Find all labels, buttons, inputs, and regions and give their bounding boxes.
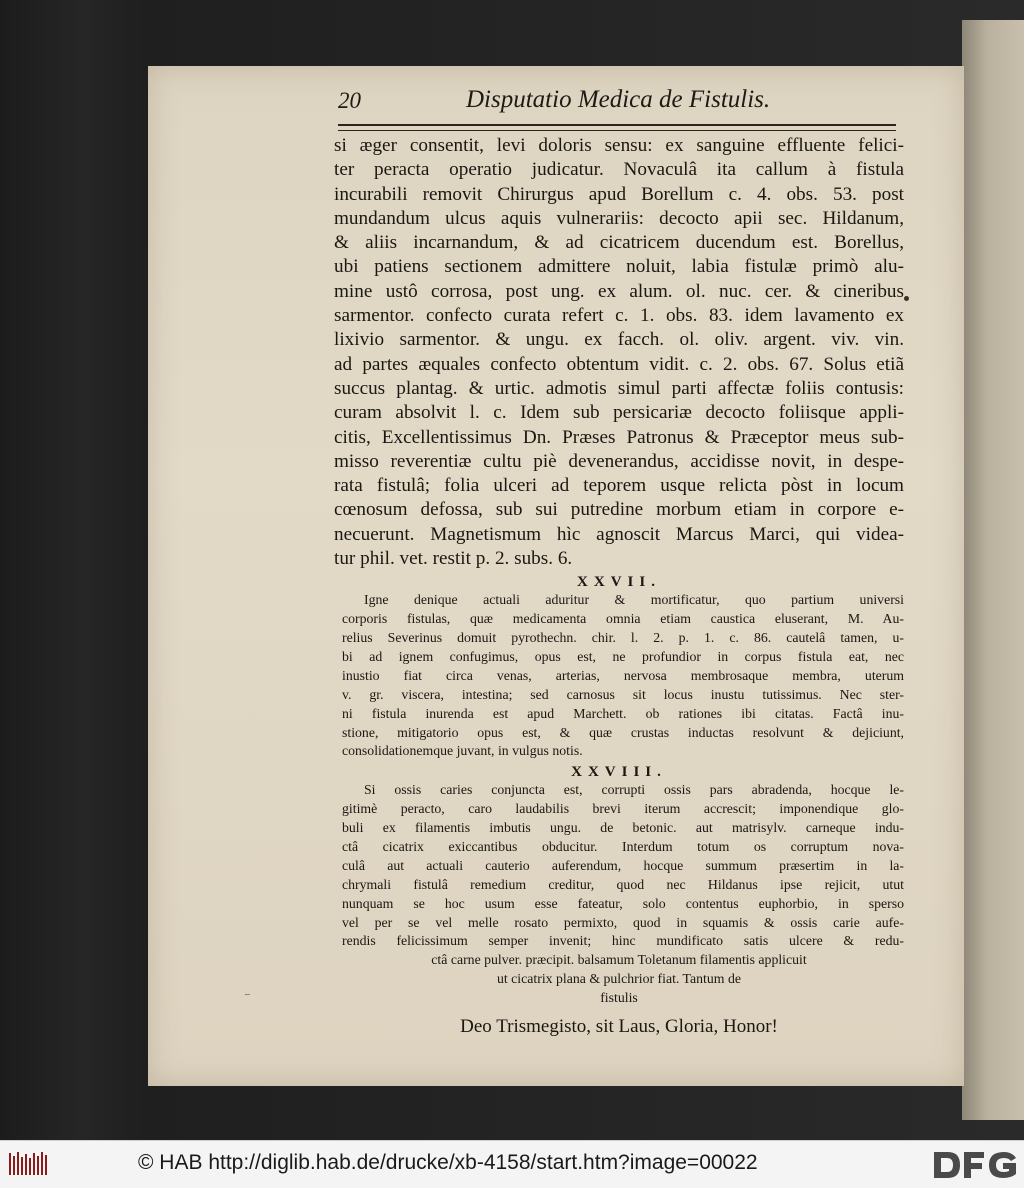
adjacent-page-edge bbox=[962, 20, 1024, 1120]
small-text-line: nunquam se hoc usum esse fateatur, solo contentus euphorbio, in sperso bbox=[342, 895, 904, 911]
text-line: ubi patiens sectionem admittere noluit, labia fistulæ primò alu- bbox=[334, 256, 904, 278]
small-text-line: Si ossis caries conjuncta est, corrupti ossis pars abradenda, hocque le- bbox=[364, 782, 904, 798]
text-line: misso reverentiæ cultu piè devenerandus, accidisse novit, in despe- bbox=[334, 450, 904, 472]
main-text bbox=[334, 134, 904, 1042]
text-line: tur phil. vet. restit p. 2. subs. 6. bbox=[334, 548, 573, 570]
running-title: Disputatio Medica de Fistulis. bbox=[466, 86, 771, 113]
small-text-line: ni fistula inurenda est apud Marchett. ob rationes ibi citatas. Factâ inu- bbox=[342, 705, 904, 721]
section-heading-28: XXVIII. bbox=[571, 764, 667, 781]
small-text-line: Igne denique actuali aduritur & mortificatur, quo partium universi bbox=[364, 592, 904, 608]
text-line: ad partes æquales confecto obtentum vidit. c. 2. obs. 67. Solus etiã bbox=[334, 353, 904, 375]
text-line: mine ustô corrosa, post ung. ex alum. ol. nuc. cer. & cineribus bbox=[334, 280, 904, 302]
copyright-url: © HAB http://diglib.hab.de/drucke/xb-4158/start.htm?image=00022 bbox=[138, 1151, 758, 1174]
book-page bbox=[148, 66, 964, 1086]
small-text-line: gitimè peracto, caro laudabilis brevi iterum accrescit; imponendique glo- bbox=[342, 801, 904, 817]
viewer-footer bbox=[0, 1140, 1024, 1188]
page-number: 20 bbox=[338, 88, 361, 113]
small-text-line: vel per se vel melle rosato permixto, quod in squamis & ossis carie aufe- bbox=[342, 914, 904, 930]
small-text-line: chrymali fistulâ remedium creditur, quod nec Hildanus ipse rejicit, utut bbox=[342, 876, 904, 892]
dfg-logo-icon bbox=[932, 1149, 1018, 1181]
text-line: mundandum ulcus aquis vulnerariis: decocto apii sec. Hildanum, bbox=[334, 207, 904, 229]
small-text-line: bi ad ignem confugimus, opus est, ne profundior in corpus fistula eat, nec bbox=[342, 649, 904, 665]
small-text-line: v. gr. viscera, intestina; sed carnosus sit locus inustu tutissimus. Nec ster- bbox=[342, 686, 904, 702]
small-text-line: ctâ carne pulver. præcipit. balsamum Toletanum filamentis applicuit bbox=[431, 952, 807, 968]
text-line: sarmentor. confecto curata refert c. 1. obs. 83. idem lavamento ex bbox=[334, 305, 904, 327]
text-line: & aliis incarnandum, & ad cicatricem ducendum est. Borellus, bbox=[334, 232, 904, 254]
text-line: si æger consentit, levi doloris sensu: ex sanguine effluente felici- bbox=[334, 135, 904, 156]
ink-mark: ∽ bbox=[244, 990, 251, 999]
small-text-line: buli ex filamentis imbutis ungu. de betonic. aut matrisylv. carneque indu- bbox=[342, 820, 904, 836]
text-line: rata fistulâ; folia ulceri ad teporem usque relicta pòst in locum bbox=[334, 475, 904, 497]
text-line: ter peracta operatio judicatur. Novaculâ ita callum à fistula bbox=[334, 159, 904, 181]
small-text-line: inustio fiat circa venas, arterias, nervosa membrosaque membra, uterum bbox=[342, 667, 904, 683]
text-line: necuerunt. Magnetismum hìc agnoscit Marcus Marci, qui videa- bbox=[334, 523, 904, 545]
text-line: lixivio sarmentor. & ungu. ex facch. ol. oliv. argent. viv. vin. bbox=[334, 329, 904, 351]
small-text-line: consolidationemque juvant, in vulgus notis. bbox=[342, 743, 583, 759]
small-text-line: relius Severinus domuit pyrothechn. chir. l. 2. p. 1. c. 86. cautelâ tamen, u- bbox=[342, 630, 904, 646]
small-text-line: ctâ cicatrix exiccantibus obducitur. Interdum totum os corruptum nova- bbox=[342, 839, 904, 855]
small-text-line: stione, mitigatorio opus est, & quæ crustas inductas resolvunt & dejiciunt, bbox=[342, 724, 904, 740]
text-line: citis, Excellentissimus Dn. Præses Patronus & Præceptor meus sub- bbox=[334, 426, 904, 448]
text-line: cœnosum defossa, sub sui putredine morbum etiam in corpore e- bbox=[334, 499, 904, 521]
hab-logo-icon bbox=[8, 1151, 48, 1177]
section-heading-27: XXVII. bbox=[577, 574, 661, 591]
closing-doxology: Deo Trismegisto, sit Laus, Gloria, Honor! bbox=[460, 1016, 778, 1038]
small-text-line: ut cicatrix plana & pulchrior fiat. Tantum de bbox=[497, 971, 741, 987]
small-text-line: culâ aut actuali cauterio auferendum, hocque summum præsertim in la- bbox=[342, 857, 904, 873]
small-text-line: rendis felicissimum semper invenit; hinc mundificato satis ulcere & redu- bbox=[342, 933, 904, 949]
small-text-line: corporis fistulas, quæ medicamenta omnia etiam caustica eluserant, M. Au- bbox=[342, 611, 904, 627]
text-line: succus plantag. & urtic. admotis simul parti affectæ foliis contusis: bbox=[334, 377, 904, 399]
small-text-line: fistulis bbox=[600, 990, 638, 1006]
page-header bbox=[338, 84, 898, 124]
margin-dot bbox=[904, 296, 909, 301]
header-rule bbox=[338, 124, 896, 131]
text-line: incurabili removit Chirurgus apud Borellum c. 4. obs. 53. post bbox=[334, 183, 904, 205]
text-line: curam absolvit l. c. Idem sub persicariæ decocto foliisque appli- bbox=[334, 402, 904, 424]
